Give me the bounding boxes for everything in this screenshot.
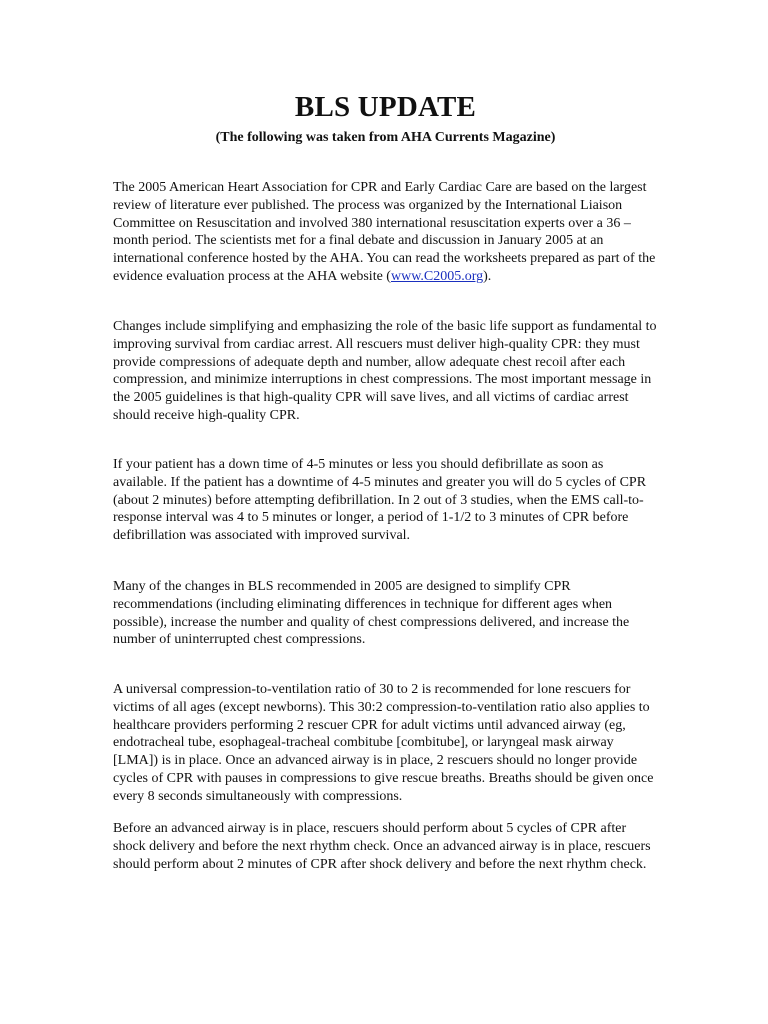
paragraph-text: ).: [483, 268, 492, 284]
paragraph-bls-changes: Many of the changes in BLS recommended in 2005 are designed to simplify CPR recommendations (including eliminating differences in technique for different ages when possible), increase the number and quality of chest compressions delivered, and increase the number of uninterrupted chest compressions.: [113, 579, 630, 648]
paragraph-changes: Changes include simplifying and emphasizing the role of the basic life support as fundamental to improving survival from cardiac arrest. All rescuers must deliver high-quality CPR: they must provide compressions of adequate depth and number, allow adequate chest recoil after each compression, and minimize interruptions in chest compressions. The most important message in the 2005 guidelines is that high-quality CPR will save lives, and all victims of cardiac arrest should receive high-quality CPR.: [113, 319, 657, 423]
paragraph-compression-ratio: A universal compression-to-ventilation ratio of 30 to 2 is recommended for lone rescuers for victims of all ages (except newborns). This 30:2 compression-to-ventilation ratio also applies to healthcare providers performing 2 rescuer CPR for adult victims until advanced airway (eg, endotracheal tube, esophageal-tracheal combitube [combitube], or laryngeal mask airway [LMA]) is in place. Once an advanced airway is in place, 2 rescuers should no longer provide cycles of CPR with pauses in compressions to give rescue breaths. Breaths should be given once every 8 seconds simultaneously with compressions.: [113, 682, 654, 804]
paragraph-defibrillation: If your patient has a down time of 4-5 minutes or less you should defibrillate as soon as available. If the patient has a downtime of 4-5 minutes and greater you will do 5 cycles of CPR (about 2 minutes) before attempting defibrillation. In 2 out of 3 studies, when the EMS call-to-response interval was 4 to 5 minutes or longer, a period of 1-1/2 to 3 minutes of CPR before defibrillation was associated with improved survival.: [113, 457, 647, 544]
paragraph-guidelines-overview: [113, 179, 658, 286]
paragraph-text: The 2005 American Heart Association for CPR and Early Cardiac Care are based on the largest review of literature ever published. The process was organized by the International Liaison Committee on Resuscitation and involved 380 international resuscitation experts over a 36 – month period. The scientists met for a final debate and discussion in January 2005 at an international conference hosted by the AHA. You can read the worksheets prepared as part of the evidence evaluation process at the AHA website (: [113, 180, 656, 284]
c2005-website-link[interactable]: www.C2005.org: [390, 268, 484, 284]
page-subtitle: (The following was taken from AHA Currents Magazine): [215, 130, 556, 145]
paragraph-advanced-airway: Before an advanced airway is in place, rescuers should perform about 5 cycles of CPR after shock delivery and before the next rhythm check. Once an advanced airway is in place, rescuers should perform about 2 minutes of CPR after shock delivery and before the next rhythm check.: [113, 821, 651, 872]
page-title: BLS UPDATE: [294, 91, 477, 123]
